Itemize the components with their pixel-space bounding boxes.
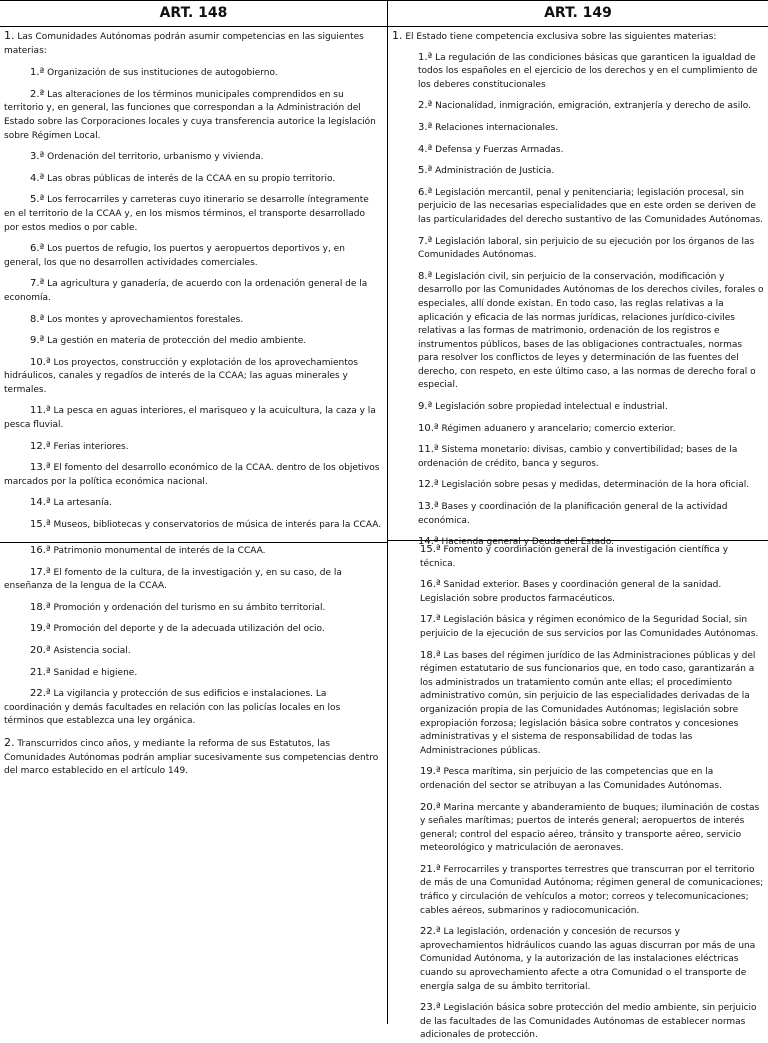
clause-text: Legislación básica y régimen económico de la Seguridad Social, sin perjuicio de la ejecución de sus servicios por las Comunidades Autónomas. [420,615,759,639]
clause-text: Fomento y coordinación general de la investigación científica y técnica. [420,545,729,569]
clause-item [420,649,766,759]
art-149-bottom-cell [420,543,766,1041]
art-148-intro [4,29,382,58]
clause-item [4,277,382,305]
clause-number: 16.ª [420,579,441,591]
clause-text: Legislación sobre pesas y medidas, determinación de la hora oficial. [441,480,750,491]
art-149-top-cell [392,29,764,548]
clause-text: El fomento de la cultura, de la investigación y, en su caso, de la enseñanza de la lengua de la CCAA. [4,567,342,592]
clause-text: Sistema monetario: divisas, cambio y convertibilidad; bases de la ordenación de crédito, banca y seguros. [418,445,738,469]
clause-number: 11.ª [418,444,439,456]
clause-item [4,687,382,729]
intro-text: El Estado tiene competencia exclusiva sobre las siguientes materias: [405,32,717,42]
clause-number: 1.ª [30,67,45,79]
clause-item [418,51,764,93]
clause-text: El fomento del desarrollo económico de la CCAA. dentro de los objetivos marcados por la política económica nacional. [4,463,380,487]
clause-text: Sanidad exterior. Bases y coordinación general de la sanidad. Legislación sobre productos farmacéuticos. [420,580,722,604]
column-divider [387,0,388,1024]
clause-item [4,566,382,594]
clause-number: 4.ª [418,143,433,155]
clause-number: 20.ª [30,644,51,656]
clause-text: Legislación sobre propiedad intelectual e industrial. [435,402,668,413]
clause-item [420,863,766,918]
clause-number: 10.ª [418,422,439,434]
clause-number: 15.ª [30,519,51,531]
clause-number: 5.ª [418,165,433,177]
clause-item [420,925,766,994]
clause-item [4,404,382,432]
clause-number: 5.ª [30,194,45,206]
clause-text: Los proyectos, construcción y explotación de los aprovechamientos hidráulicos, canales y regadíos de interés de la CCAA; las aguas minerales y termales. [4,357,358,395]
clause-number: 19.ª [30,623,51,635]
intro-number: 1. [4,29,15,42]
art-148-paragraph-2 [4,736,382,779]
clause-number: 6.ª [418,186,433,198]
clause-number: 16.ª [30,545,51,556]
clause-item [4,666,382,681]
clause-item [4,242,382,270]
clause-item [4,461,382,489]
clause-item [4,544,382,559]
art-148-bottom-cell [4,544,382,1022]
clause-number: 12.ª [30,440,51,452]
clause-number: 10.ª [30,356,51,368]
clause-text: Patrimonio monumental de interés de la CCAA. [53,546,266,556]
intro-text: Las Comunidades Autónomas podrán asumir competencias en las siguientes materias: [4,32,364,56]
clause-item [4,518,382,533]
clause-text: Legislación laboral, sin perjuicio de su ejecución por los órganos de las Comunidades Autónomas. [418,236,755,261]
clause-item [420,1001,766,1043]
clause-item [420,765,766,793]
clause-text: Administración de Justicia. [435,166,555,177]
clause-number: 2.ª [418,100,433,112]
header-divider [0,26,768,27]
clause-text: Bases y coordinación de la planificación general de la actividad económica. [418,502,728,526]
clause-text: Los puertos de refugio, los puertos y aeropuertos deportivos y, en general, los que no desarrollen actividades comerciales. [4,244,345,268]
clause-number: 13.ª [30,462,51,474]
clause-text: Las obras públicas de interés de la CCAA en su propio territorio. [47,173,336,184]
clause-item [420,801,766,856]
art-148-top-cell [4,29,382,539]
row-divider-left [0,542,387,543]
clause-number: 2.ª [30,88,45,100]
clause-item [4,150,382,165]
clause-text: Ferias interiores. [53,441,129,452]
clause-text: Sanidad e higiene. [53,667,138,678]
clause-text: Promoción del deporte y de la adecuada utilización del ocio. [53,624,325,635]
clause-item [418,400,764,415]
clause-item [4,601,382,616]
paragraph-number: 2. [4,735,15,749]
clause-number: 8.ª [30,313,45,325]
clause-text: La pesca en aguas interiores, el marisqueo y la acuicultura, la caza y la pesca fluvial. [4,406,376,431]
clause-text: Relaciones internacionales. [435,122,559,133]
clause-text: La gestión en materia de protección del medio ambiente. [47,336,307,347]
clause-text: Hacienda general y Deuda del Estado. [441,537,615,548]
art-149-intro [392,29,764,45]
clause-text: Legislación mercantil, penal y penitenciaria; legislación procesal, sin perjuicio de las necesarias especialidades que en este orden se deriven de las particularidades del derecho sustantivo de las Comunidades Autónomas. [418,187,764,225]
clause-item [4,356,382,398]
clause-item [418,500,764,528]
clause-number: 11.ª [30,405,51,417]
clause-number: 7.ª [418,235,433,247]
clause-number: 22.ª [420,926,441,938]
clause-number: 23.ª [420,1002,441,1014]
clause-number: 14.ª [30,497,51,509]
clause-text: Asistencia social. [53,645,131,656]
clause-number: 15.ª [420,544,441,555]
clause-item [420,578,766,606]
clause-text: Régimen aduanero y arancelario; comercio exterior. [441,423,676,434]
clause-text: Marina mercante y abanderamiento de buques; iluminación de costas y señales marítimas; puertos de interés general; aeropuertos de interés general; control del espacio aéreo, tránsito y transporte aéreo, servicio meteorológico y matriculación de aeronaves. [420,802,760,854]
clause-text: La legislación, ordenación y concesión de recursos y aprovechamientos hidráulicos cuando las aguas discurran por más de una Comunidad Autónoma, y la autorización de las instalaciones eléctricas cuando su aprovechamiento afecte a otra Comunidad o el transporte de energía salga de su ámbito territorial. [420,927,756,992]
clause-item [4,88,382,143]
table-top-border [0,0,768,1]
clause-item [418,422,764,437]
clause-item [418,235,764,263]
clause-text: Ordenación del territorio, urbanismo y vivienda. [47,152,264,163]
clause-item [4,193,382,235]
clause-text: Museos, bibliotecas y conservatorios de música de interés para la CCAA. [53,520,382,531]
clause-number: 18.ª [30,601,51,613]
clause-text: Defensa y Fuerzas Armadas. [435,144,564,155]
clause-number: 20.ª [420,801,441,813]
clause-item [420,543,766,571]
clause-item [4,440,382,455]
clause-item [418,164,764,179]
clause-number: 8.ª [418,270,433,282]
intro-number: 1. [392,29,403,42]
clause-item [418,186,764,228]
clause-number: 19.ª [420,766,441,778]
clause-number: 14.ª [418,536,439,548]
clause-number: 3.ª [30,151,45,163]
clause-number: 7.ª [30,278,45,290]
clause-number: 9.ª [418,401,433,413]
clause-number: 17.ª [420,614,441,626]
clause-item [418,143,764,158]
clause-item [418,478,764,493]
clause-item [418,443,764,471]
clause-number: 1.ª [418,51,433,63]
clause-text: La artesanía. [53,498,112,509]
clause-number: 21.ª [420,863,441,875]
clause-text: La agricultura y ganadería, de acuerdo con la ordenación general de la economía. [4,279,368,303]
clause-text: Los montes y aprovechamientos forestales. [47,314,244,325]
clause-text: Los ferrocarriles y carreteras cuyo itinerario se desarrolle íntegramente en el territorio de la CCAA y, en los mismos términos, el transporte desarrollado por estos medios o por cable. [4,195,369,233]
clause-item [418,99,764,114]
header-art-148: ART. 148 [159,5,228,21]
paragraph-text: Transcurridos cinco años, y mediante la reforma de sus Estatutos, las Comunidades Autónomas podrán ampliar sucesivamente sus competencias dentro del marco establecido en el artículo 149. [4,738,379,777]
clause-number: 6.ª [30,243,45,255]
clause-text: Organización de sus instituciones de autogobierno. [47,68,278,79]
clause-item [4,66,382,81]
clause-number: 13.ª [418,501,439,513]
clause-item [4,622,382,637]
clause-text: Ferrocarriles y transportes terrestres que transcurran por el territorio de más de una Comunidad Autónoma; régimen general de comunicaciones; tráfico y circulación de vehículos a motor; correos y telecomunicaciones; cables aéreos, submarinos y radiocomunicación. [420,864,764,916]
clause-item [420,613,766,641]
clause-item [4,313,382,328]
clause-text: Promoción y ordenación del turismo en su ámbito territorial. [53,602,326,613]
clause-item [418,121,764,136]
clause-number: 3.ª [418,121,433,133]
clause-number: 4.ª [30,172,45,184]
clause-text: La vigilancia y protección de sus edificios e instalaciones. La coordinación y demás facultades en relación con las policías locales en los términos que establezca una ley orgánica. [4,689,341,727]
clause-text: La regulación de las condiciones básicas que garanticen la igualdad de todos los españoles en el ejercicio de los derechos y en el cumplimiento de los deberes constitucionales [418,52,758,90]
clause-number: 21.ª [30,666,51,678]
clause-number: 22.ª [30,688,51,700]
clause-text: Nacionalidad, inmigración, emigración, extranjería y derecho de asilo. [435,101,751,112]
clause-item [4,644,382,659]
clause-item [4,496,382,511]
header-art-149: ART. 149 [544,5,612,21]
clause-number: 12.ª [418,479,439,491]
clause-text: Las alteraciones de los términos municipales comprendidos en su territorio y, en general, las funciones que correspondan a la Administración del Estado sobre las Corporaciones locales y cuya transferencia autorice la legislación sobre Régimen Local. [4,89,376,141]
clause-text: Pesca marítima, sin perjuicio de las competencias que en la ordenación del sector se atribuyan a las Comunidades Autónomas. [420,767,722,791]
clause-text: Las bases del régimen jurídico de las Administraciones públicas y del régimen estatutario de sus funcionarios que, en todo caso, garantizarán a los administrados un tratamiento común ante ellas; el procedimiento administrativo común, sin perjuicio de las especialidades derivadas de la organización propia de las Comunidades Autónomas; legislación sobre expropiación forzosa; legislación básica sobre contratos y concesiones administrativas y el sistema de responsabilidad de todas las Administraciones públicas. [420,650,756,756]
clause-item [4,334,382,349]
clause-number: 9.ª [30,335,45,347]
clause-item [418,270,764,393]
clause-text: Legislación básica sobre protección del medio ambiente, sin perjuicio de las facultades de las Comunidades Autónomas de establecer normas adicionales de protección. [420,1003,757,1041]
clause-item [4,172,382,187]
clause-text: Legislación civil, sin perjuicio de la conservación, modificación y desarrollo por las Comunidades Autónomas de los derechos civiles, forales o especiales, allí donde existan. En todo caso, las reglas relativas a la aplicación y eficacia de las normas jurídicas, relaciones jurídico-civiles relativas a las formas de matrimonio, ordenación de los registros e instrumentos públicos, bases de las obligaciones contractuales, normas para resolver los conflictos de leyes y determinación de las fuentes del derecho, con respeto, en este último caso, a las normas de derecho foral o especial. [418,271,764,391]
art-149-clause-list [392,51,764,550]
clause-number: 17.ª [30,566,51,578]
clause-number: 18.ª [420,649,441,661]
